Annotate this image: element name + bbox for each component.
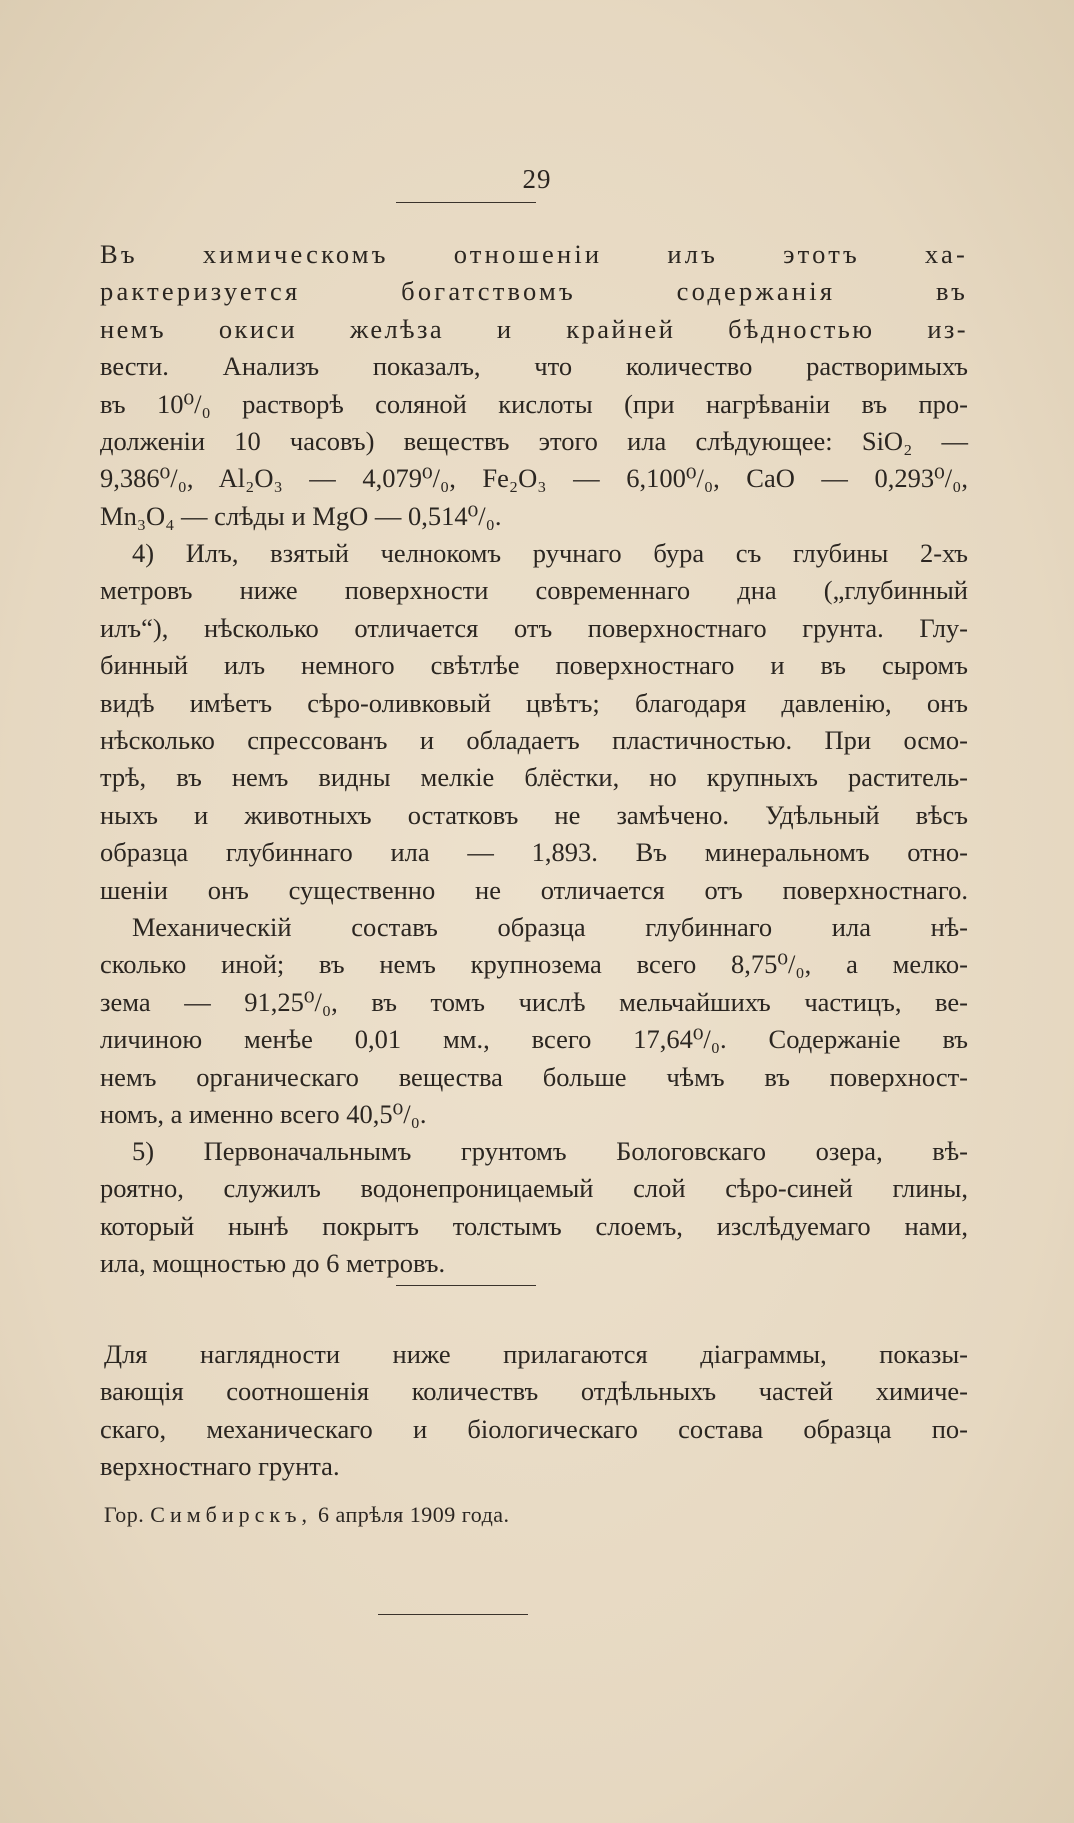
section-divider [396,1285,536,1286]
paragraph-mechanical [100,909,968,1133]
text-line: образца глубиннаго ила — 1,893. Въ минеральномъ отно- [100,837,968,868]
place-and-date [104,1502,510,1528]
text-line: немъ окиси желѣза и крайней бѣдностью из- [100,313,968,344]
signature-date: 6 апрѣля 1909 года. [317,1502,510,1527]
text-line: видѣ имѣетъ сѣро-оливковый цвѣтъ; благодаря давленію, онъ [100,687,968,718]
text-line: немъ органическаго вещества больше чѣмъ въ поверхност- [100,1061,968,1092]
text-line: шеніи онъ существенно не отличается отъ поверхностнаго. [100,874,968,905]
text-line: въ 10⁰/₀ растворѣ соляной кислоты (при нагрѣваніи въ про- [100,388,968,419]
text-line: Въ химическомъ отношеніи илъ этотъ ха- [100,239,968,269]
text-line: верхностнаго грунта. [100,1451,340,1482]
paragraph-chemical [100,236,968,535]
text-line: рактеризуется богатствомъ содержанія въ [100,276,968,307]
text-line: 9,386⁰/₀, Al₂O₃ — 4,079⁰/₀, Fe₂O₃ — 6,100⁰/₀, CaO — 0,293⁰/₀, [100,463,968,494]
text-line: метровъ ниже поверхности современнаго дна („глубинный [100,575,968,606]
text-line: номъ, а именно всего 40,5⁰/₀. [100,1099,427,1130]
text-line: илъ“), нѣсколько отличается отъ поверхностнаго грунта. Глу- [100,612,968,643]
end-rule [378,1614,528,1615]
paragraph-diagrams-note [100,1336,968,1486]
text-line: 4) Илъ, взятый челнокомъ ручнаго бура съ глубины 2-хъ [132,538,968,568]
signature-town: Симбирскъ, [150,1502,312,1527]
text-line: Для наглядности ниже прилагаются діаграммы, показы- [104,1339,968,1369]
text-line: трѣ, въ немъ видны мелкіе блёстки, но крупныхъ раститель- [100,762,968,793]
text-line: личиною менѣе 0,01 мм., всего 17,64⁰/₀. Содержаніе въ [100,1024,968,1055]
text-line: долженіи 10 часовъ) веществъ этого ила слѣдующее: SiO₂ — [100,426,968,457]
signature-prefix: Гор. [104,1502,145,1527]
text-line: ныхъ и животныхъ остатковъ не замѣчено. Удѣльный вѣсъ [100,799,968,830]
text-line: роятно, служилъ водонепроницаемый слой сѣро-синей глины, [100,1173,968,1204]
text-line: ила, мощностью до 6 метровъ. [100,1248,446,1279]
text-line: нѣсколько спрессованъ и обладаетъ пластичностью. При осмо- [100,725,968,756]
paragraph-original-ground [100,1133,968,1283]
paragraph-deep-silt [100,535,968,909]
text-line: вести. Анализъ показалъ, что количество растворимыхъ [100,351,968,382]
page-number-rule [396,202,536,203]
text-line: вающія соотношенія количествъ отдѣльныхъ частей химиче- [100,1376,968,1407]
text-line: сколько иной; въ немъ крупнозема всего 8,75⁰/₀, а мелко- [100,949,968,980]
text-line: Mn₃O₄ — слѣды и MgO — 0,514⁰/₀. [100,500,502,531]
text-line: зема — 91,25⁰/₀, въ томъ числѣ мельчайшихъ частицъ, ве- [100,986,968,1017]
text-line: 5) Первоначальнымъ грунтомъ Бологовскаго озера, вѣ- [132,1136,968,1166]
page-number: 29 [522,164,552,194]
text-line: который нынѣ покрытъ толстымъ слоемъ, изслѣдуемаго нами, [100,1210,968,1241]
text-line: скаго, механическаго и біологическаго состава образца по- [100,1413,968,1444]
text-line: Механическій составъ образца глубиннаго ила нѣ- [132,912,968,942]
text-line: бинный илъ немного свѣтлѣе поверхностнаго и въ сыромъ [100,650,968,681]
